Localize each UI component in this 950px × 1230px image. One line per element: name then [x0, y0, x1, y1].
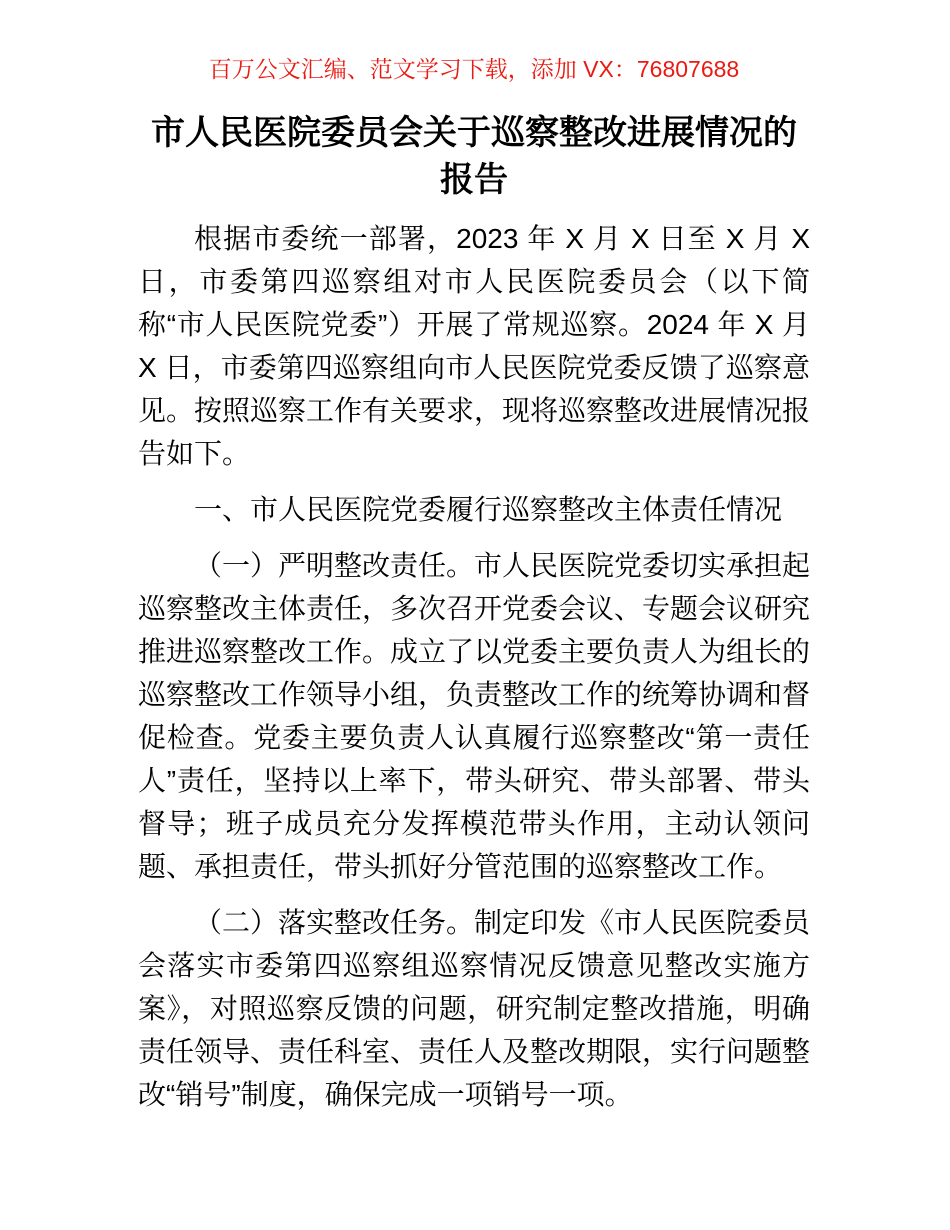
paragraph-intro: 根据市委统一部署，2023 年 X 月 X 日至 X 月 X 日，市委第四巡察组对市人民医院委员会（以下简称“市人民医院党委”）开展了常规巡察。2024 年 X 月 X 日，市委第四巡察组向市人民医院党委反馈了巡察意见。按照巡察工作有关要求，现将巡察整改进展情况报告如下。	[138, 223, 811, 469]
document-title: 市人民医院委员会关于巡察整改进展情况的报告	[151, 114, 797, 199]
watermark-banner: 百万公文汇编、范文学习下载，添加 VX：76807688	[208, 56, 740, 82]
section-heading-1: 一、市人民医院党委履行巡察整改主体责任情况	[194, 494, 783, 525]
paragraph-rectification-tasks: （二）落实整改任务。制定印发《市人民医院委员会落实市委第四巡察组巡察情况反馈意见整改实施方案》，对照巡察反馈的问题，研究制定整改措施，明确责任领导、责任科室、责任人及整改期限，实行问题整改“销号”制度，确保完成一项销号一项。	[138, 907, 811, 1110]
paragraph-rectification-responsibility: （一）严明整改责任。市人民医院党委切实承担起巡察整改主体责任，多次召开党委会议、专题会议研究推进巡察整改工作。成立了以党委主要负责人为组长的巡察整改工作领导小组，负责整改工作的统筹协调和督促检查。党委主要负责人认真履行巡察整改“第一责任人”责任，坚持以上率下，带头研究、带头部署、带头督导；班子成员充分发挥模范带头作用，主动认领问题、承担责任，带头抓好分管范围的巡察整改工作。	[138, 550, 811, 882]
